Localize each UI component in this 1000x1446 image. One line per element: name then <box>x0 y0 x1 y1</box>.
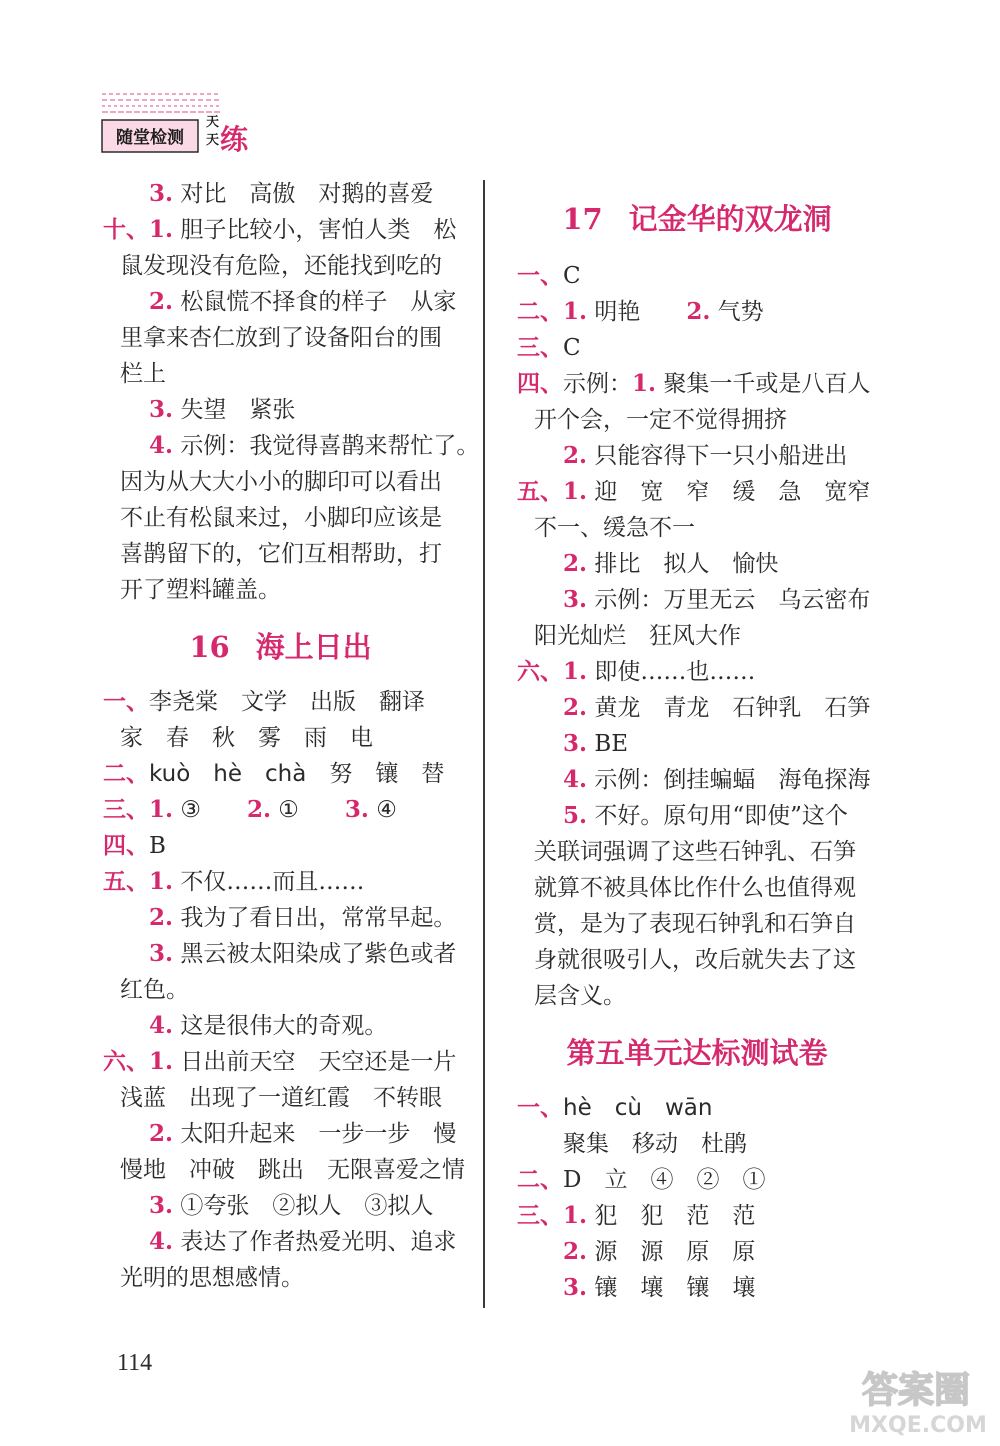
answer-line <box>103 284 458 320</box>
logo-mark-top: 天 <box>206 115 220 130</box>
answer-line <box>517 618 877 654</box>
section-number: 17 <box>562 202 603 236</box>
answer-text: 即使……也…… <box>587 659 756 685</box>
answer-line <box>517 726 877 762</box>
question-label: 四、 <box>103 832 149 859</box>
answer-text: 不一、缓急不一 <box>534 515 695 541</box>
answer-line <box>103 1008 458 1044</box>
answer-text: 就算不被具体比作什么也值得观 <box>534 875 856 901</box>
answer-line <box>103 792 458 828</box>
answer-text: 里拿来杏仁放到了设备阳台的围 <box>120 325 442 351</box>
answer-line <box>517 1270 877 1306</box>
answer-text: 聚集一千或是八百人 <box>656 371 871 397</box>
answer-text: 太阳升起来 一步一步 慢 <box>173 1121 457 1147</box>
answer-text: 日出前天空 天空还是一片 <box>173 1049 457 1075</box>
item-number: 1. <box>149 796 174 823</box>
answer-text: 黑云被太阳染成了紫色或者 <box>173 941 457 967</box>
answer-line <box>517 1126 877 1162</box>
answer-line <box>517 1198 877 1234</box>
answer-line <box>517 654 877 690</box>
item-number: 4. <box>149 1228 174 1255</box>
answer-line <box>103 428 480 464</box>
answer-text: 阳光灿烂 狂风大作 <box>534 623 741 649</box>
answer-line <box>517 474 877 510</box>
item-number: 2. <box>149 288 174 315</box>
logo-mark-big: 练 <box>220 123 249 156</box>
watermark <box>838 1360 998 1440</box>
answer-line <box>517 870 877 906</box>
answer-text: 不止有松鼠来过，小脚印应该是 <box>120 505 442 531</box>
answer-text: hè cù wān <box>563 1095 713 1121</box>
page-number: 114 <box>117 1350 153 1376</box>
answer-text: BE <box>587 731 629 757</box>
item-number: 4. <box>149 432 174 459</box>
item-number: 2. <box>149 1120 174 1147</box>
section-title: 海上日出 <box>255 630 372 664</box>
answer-text: 层含义。 <box>534 983 626 1009</box>
watermark-title: 答案圈 <box>861 1370 971 1411</box>
item-number: 4. <box>563 766 588 793</box>
question-label: 五、 <box>517 478 563 505</box>
answer-line <box>517 906 877 942</box>
answer-text: 身就很吸引人，改后就失去了这 <box>534 947 856 973</box>
answer-text: ①夸张 ②拟人 ③拟人 <box>173 1193 434 1219</box>
item-number: 2. <box>686 298 711 325</box>
answer-text: kuò hè chà <box>149 761 307 787</box>
answer-line <box>103 1116 458 1152</box>
answer-line <box>517 294 877 330</box>
answer-text: 源 源 原 原 <box>587 1239 756 1265</box>
answer-line <box>517 330 877 366</box>
item-number: 3. <box>344 796 369 823</box>
item-number: 1. <box>149 868 174 895</box>
answer-text: 只能容得下一只小船进出 <box>587 443 848 469</box>
answer-line <box>517 438 877 474</box>
answer-text: C <box>563 263 581 289</box>
answer-text: 喜鹊留下的，它们互相帮助，打 <box>120 541 442 567</box>
answer-line <box>517 834 877 870</box>
item-number: 3. <box>149 940 174 967</box>
answer-text: 开个会，一定不觉得拥挤 <box>534 407 787 433</box>
question-label: 三、 <box>103 796 149 823</box>
answer-line <box>517 546 877 582</box>
question-label: 四、 <box>517 370 563 397</box>
answer-text: 表达了作者热爱光明、追求 <box>173 1229 457 1255</box>
question-label: 三、 <box>517 334 563 361</box>
question-label: 二、 <box>517 1166 563 1193</box>
answer-text: 光明的思想感情。 <box>120 1265 304 1291</box>
answer-text: D 立 ④ ② ① <box>563 1167 766 1193</box>
answer-line <box>517 366 877 402</box>
item-number: 1. <box>563 298 588 325</box>
question-label: 一、 <box>517 262 563 289</box>
answer-text: 明艳 <box>587 299 687 325</box>
item-number: 3. <box>149 1192 174 1219</box>
item-number: 3. <box>149 180 174 207</box>
book-logo <box>100 82 250 157</box>
section-title: 第五单元达标测试卷 <box>566 1036 828 1070</box>
answer-text: 鼠发现没有危险，还能找到吃的 <box>120 253 442 279</box>
answer-line <box>517 1234 877 1270</box>
answer-line <box>103 1152 465 1188</box>
answer-text: 气势 <box>710 299 764 325</box>
answer-line <box>517 510 877 546</box>
answer-text: 示例：倒挂蝙蝠 海龟探海 <box>587 767 871 793</box>
answer-line <box>517 978 877 1014</box>
answer-line <box>517 942 877 978</box>
answer-text: 不仅……而且…… <box>173 869 365 895</box>
answer-text: 失望 紧张 <box>173 397 296 423</box>
answer-text: 浅蓝 出现了一道红霞 不转眼 <box>120 1085 442 1111</box>
item-number: 1. <box>563 1202 588 1229</box>
item-number: 2. <box>563 1238 588 1265</box>
answer-text: 示例： <box>563 371 632 397</box>
answer-text: 慢地 冲破 跳出 无限喜爱之情 <box>120 1157 465 1183</box>
answer-text: B <box>149 833 166 859</box>
answer-text: 对比 高傲 对鹅的喜爱 <box>173 181 434 207</box>
answer-text: ③ <box>173 797 247 823</box>
answer-text: 镶 壤 镶 壤 <box>587 1275 756 1301</box>
question-label: 三、 <box>517 1202 563 1229</box>
question-label: 六、 <box>103 1048 149 1075</box>
item-number: 1. <box>632 370 657 397</box>
answer-line <box>103 1188 458 1224</box>
question-label: 六、 <box>517 658 563 685</box>
answer-column-right <box>517 176 877 1306</box>
item-number: 3. <box>563 586 588 613</box>
answer-text: 排比 拟人 愉快 <box>587 551 779 577</box>
answer-text: 示例：万里无云 乌云密布 <box>587 587 871 613</box>
question-label: 二、 <box>517 298 563 325</box>
answer-line <box>517 690 877 726</box>
item-number: 1. <box>563 478 588 505</box>
item-number: 1. <box>149 1048 174 1075</box>
answer-line <box>103 756 458 792</box>
answer-line <box>103 320 458 356</box>
item-number: 2. <box>246 796 271 823</box>
answer-line <box>103 936 458 972</box>
answer-text: 关联词强调了这些石钟乳、石笋 <box>534 839 856 865</box>
answer-text: 黄龙 青龙 石钟乳 石笋 <box>587 695 871 721</box>
question-label: 二、 <box>103 760 149 787</box>
item-number: 2. <box>563 442 588 469</box>
answer-text: 赏，是为了表现石钟乳和石笋自 <box>534 911 856 937</box>
item-number: 3. <box>563 730 588 757</box>
answer-text: 我为了看日出，常常早起。 <box>173 905 457 931</box>
answer-line <box>103 356 458 392</box>
answer-text: C <box>563 335 581 361</box>
logo-title: 随堂检测 <box>116 128 184 148</box>
answer-text: 红色。 <box>120 977 189 1003</box>
answer-line <box>103 572 458 608</box>
answer-line <box>517 1090 877 1126</box>
answer-text: 李尧棠 文学 出版 翻译 <box>149 689 425 715</box>
section-title: 记金华的双龙洞 <box>628 202 832 236</box>
question-label: 十、 <box>103 216 149 243</box>
answer-text: 不好。原句用“即使”这个 <box>587 803 848 829</box>
item-number: 2. <box>149 904 174 931</box>
answer-text: 聚集 移动 杜鹃 <box>563 1131 747 1157</box>
answer-line <box>103 212 458 248</box>
item-number: 2. <box>563 694 588 721</box>
answer-line <box>103 176 458 212</box>
answer-text: ④ <box>368 797 397 823</box>
answer-text: 迎 宽 窄 缓 急 宽窄 <box>587 479 871 505</box>
answer-text: 胆子比较小，害怕人类 松 <box>173 217 457 243</box>
logo-graphic <box>100 82 250 157</box>
answer-line <box>103 1260 458 1296</box>
item-number: 3. <box>149 396 174 423</box>
watermark-graphic <box>838 1360 998 1440</box>
answer-line <box>517 762 877 798</box>
answer-text: ① <box>270 797 345 823</box>
answer-line <box>103 536 458 572</box>
answer-text: 栏上 <box>120 361 166 387</box>
answer-line <box>103 864 458 900</box>
item-number: 4. <box>149 1012 174 1039</box>
answer-line <box>517 582 877 618</box>
item-number: 1. <box>149 216 174 243</box>
section-heading <box>517 1024 877 1082</box>
section-heading <box>517 190 877 248</box>
answer-line <box>103 1080 458 1116</box>
watermark-url: MXQE.COM <box>849 1413 987 1438</box>
answer-line <box>103 900 458 936</box>
answer-text: 开了塑料罐盖。 <box>120 577 281 603</box>
answer-line <box>103 720 458 756</box>
item-number: 1. <box>563 658 588 685</box>
answer-line <box>103 1224 458 1260</box>
answer-line <box>517 1162 877 1198</box>
answer-text: 努 镶 替 <box>306 761 445 787</box>
answer-line <box>103 1044 458 1080</box>
item-number: 5. <box>563 802 588 829</box>
answer-text: 家 春 秋 雾 雨 电 <box>120 725 373 751</box>
answer-text: 犯 犯 范 范 <box>587 1203 756 1229</box>
column-divider <box>483 180 485 1308</box>
section-heading <box>103 618 458 676</box>
answer-line <box>103 972 458 1008</box>
answer-line <box>103 248 458 284</box>
answer-line <box>517 258 877 294</box>
section-number: 16 <box>189 630 230 664</box>
answer-line <box>103 684 458 720</box>
answer-text: 示例：我觉得喜鹊来帮忙了。 <box>173 433 480 459</box>
answer-text: 因为从大大小小的脚印可以看出 <box>120 469 442 495</box>
answer-text: 这是很伟大的奇观。 <box>173 1013 388 1039</box>
question-label: 一、 <box>517 1094 563 1121</box>
item-number: 2. <box>563 550 588 577</box>
answer-line <box>103 464 458 500</box>
answer-line <box>517 402 877 438</box>
answer-line <box>517 798 877 834</box>
answer-line <box>103 392 458 428</box>
logo-mark-bottom: 天 <box>206 133 220 148</box>
answer-line <box>103 500 458 536</box>
answer-line <box>103 828 458 864</box>
question-label: 五、 <box>103 868 149 895</box>
answer-text: 松鼠慌不择食的样子 从家 <box>173 289 457 315</box>
item-number: 3. <box>563 1274 588 1301</box>
question-label: 一、 <box>103 688 149 715</box>
answer-column-left <box>103 176 480 1296</box>
